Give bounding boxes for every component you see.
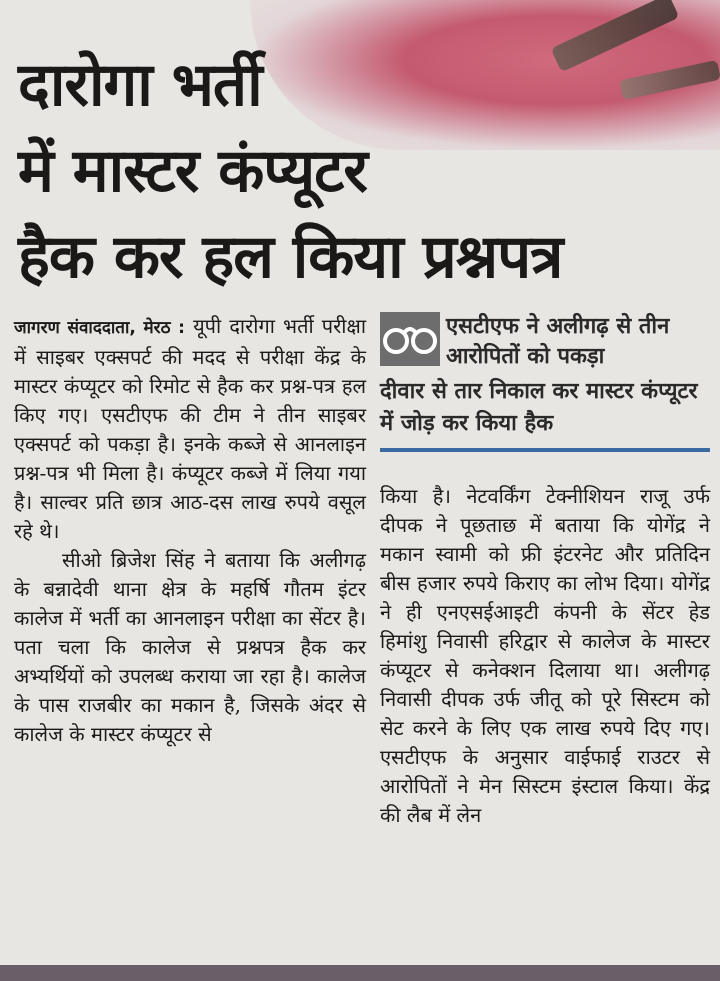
article-paragraph <box>14 312 366 546</box>
paragraph-text: यूपी दारोगा भर्ती परीक्षा में साइबर एक्सपर्ट की मदद से परीक्षा केंद्र के मास्टर कंप्यूटर को रिमोट से हैक कर प्रश्न-पत्र हल किए गए। एसटीएफ की टीम ने तीन साइबर एक्सपर्ट को पकड़ा है। इनके कब्जे से आनलाइन प्रश्न-पत्र भी मिला है। कंप्यूटर कब्जे में लिया गया है। साल्वर प्रति छात्र आठ-दस लाख रुपये वसूल रहे थे। <box>14 314 366 543</box>
article-paragraph: सीओ ब्रिजेश सिंह ने बताया कि अलीगढ़ के बन्नादेवी थाना क्षेत्र के महर्षि गौतम इंटर कालेज में भर्ती का आनलाइन परीक्षा का सेंटर है। पता चला कि कालेज से प्रश्नपत्र हैक कर अभ्यर्थियों को उपलब्ध कराया जा रहा है। कालेज के पास राजबीर का मकान है, जिसके अंदर से कालेज के मास्टर कंप्यूटर से <box>14 548 366 746</box>
sidebar-box-title: एसटीएफ ने अलीगढ़ से तीन आरोपितों को पकड़ा <box>446 314 670 369</box>
headline-line-1: दारोगा भर्ती <box>18 50 262 120</box>
headline-line-3: हैक कर हल किया प्रश्नपत्र <box>18 222 563 292</box>
bottom-band <box>0 965 720 981</box>
article-right-column <box>380 482 710 830</box>
sidebar-box-rule <box>380 448 710 452</box>
sidebar-box-subtitle: दीवार से तार निकाल कर मास्टर कंप्यूटर में जोड़ कर किया हैक <box>380 379 698 436</box>
sidebar-box <box>380 312 710 452</box>
headline-line-2: में मास्टर कंप्यूटर <box>18 136 367 206</box>
handcuffs-icon <box>380 312 440 366</box>
article-left-column <box>14 312 366 749</box>
article-paragraph: किया है। नेटवर्किंग टेक्नीशियन राजू उर्फ दीपक ने पूछताछ में बताया कि योगेंद्र ने मकान स्वामी को फ्री इंटरनेट और प्रतिदिन बीस हजार रुपये किराए का लोभ दिया। योगेंद्र ने ही एनएसईआइटी कंपनी के सेंटर हेड हिमांशु निवासी हरिद्वार से कालेज के मास्टर कंप्यूटर से कनेक्शन दिलाया था। अलीगढ़ निवासी दीपक उर्फ जीतू को पूरे सिस्टम को सेट करने के लिए एक लाख रुपये दिए गए। एसटीएफ के अनुसार वाईफाई राउटर से आरोपितों ने मेन सिस्टम इंस्टाल किया। केंद्र की लैब में लेन <box>380 484 710 827</box>
byline: जागरण संवाददाता, मेरठ : <box>14 318 185 338</box>
headline <box>18 42 718 300</box>
